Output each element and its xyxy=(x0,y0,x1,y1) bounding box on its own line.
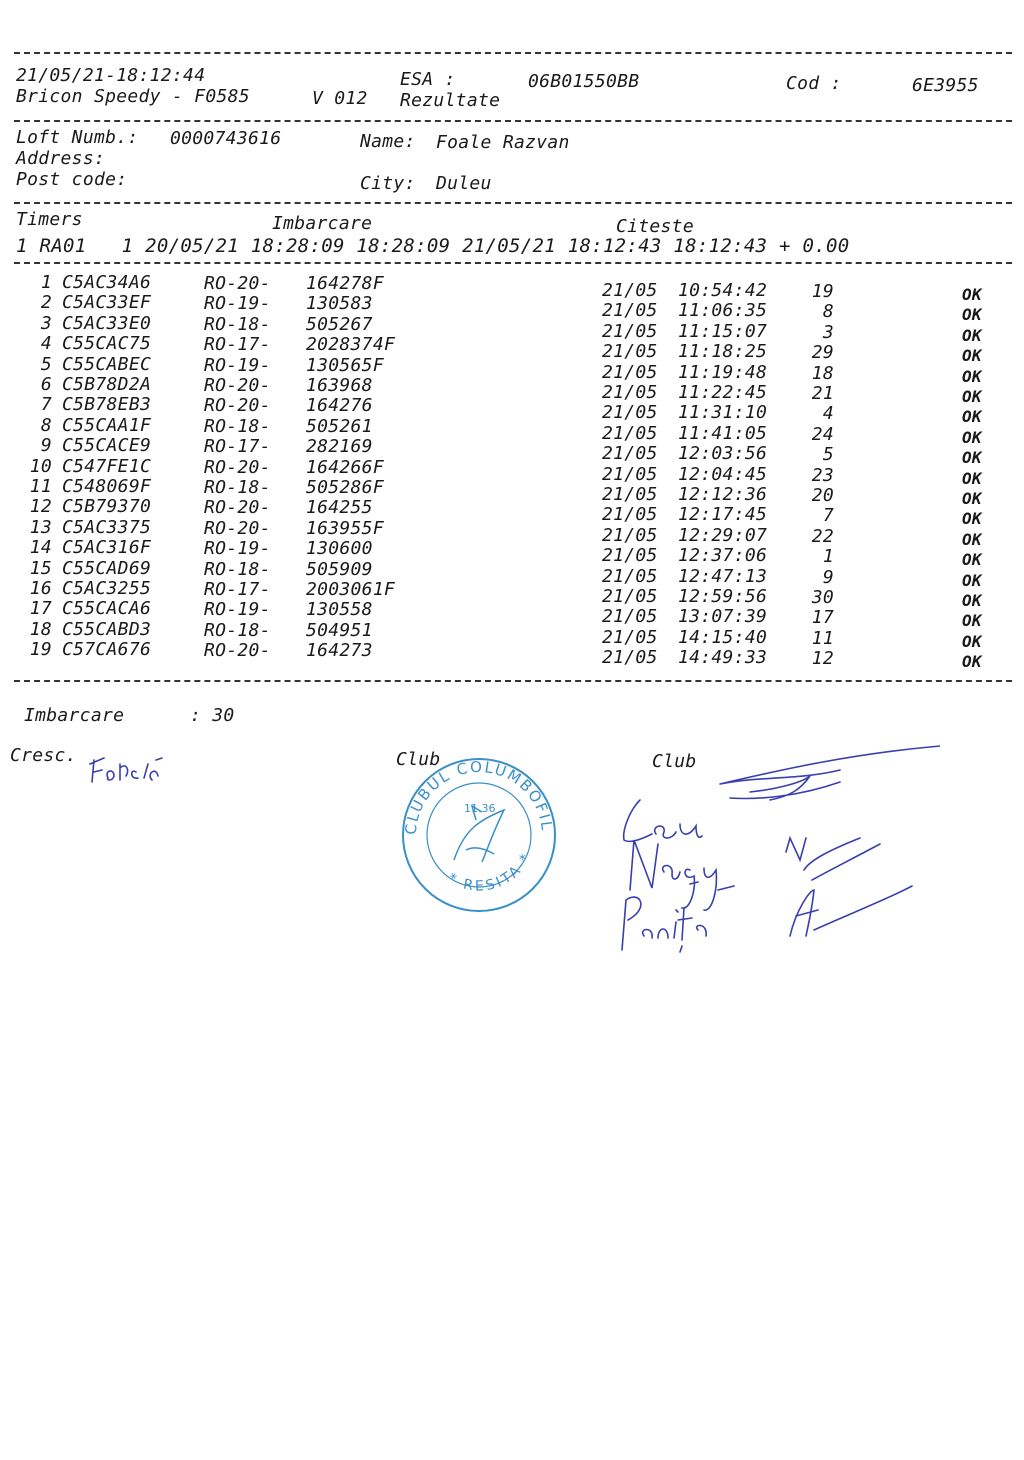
cell-status: OK xyxy=(962,427,982,447)
cell-pos: 12 xyxy=(811,648,834,670)
cell-time: 13:07:39 xyxy=(678,606,768,628)
cell-no: 5 xyxy=(40,353,52,375)
club-signatures xyxy=(600,740,940,960)
cell-status: OK xyxy=(962,407,982,427)
cell-no: 12 xyxy=(29,496,52,518)
cell-status: OK xyxy=(962,529,982,549)
cell-date: 21/05 xyxy=(602,422,658,444)
stamp-bottom-text: * RESITA * xyxy=(444,849,536,895)
cell-no: 10 xyxy=(29,455,52,477)
cell-chip: C5AC33EF xyxy=(62,292,152,314)
cell-ring: 505909 xyxy=(306,558,373,580)
cell-no: 18 xyxy=(29,618,52,640)
footer-imbarcare-label: Imbarcare xyxy=(24,705,125,726)
cell-time: 11:15:07 xyxy=(678,320,768,342)
cell-prefix: RO-19- xyxy=(204,538,271,560)
cell-date: 21/05 xyxy=(602,402,658,424)
cell-chip: C5B78EB3 xyxy=(62,394,152,416)
cell-time: 11:18:25 xyxy=(678,341,768,363)
cell-ring: 282169 xyxy=(306,436,373,458)
cell-ring: 505286F xyxy=(306,477,384,498)
cell-no: 16 xyxy=(29,578,52,599)
cell-status: OK xyxy=(962,448,982,468)
cell-no: 7 xyxy=(40,394,52,416)
timers-label: Timers xyxy=(16,209,83,230)
cell-pos: 22 xyxy=(811,525,834,547)
cell-date: 21/05 xyxy=(602,280,658,301)
cell-chip: C5AC33E0 xyxy=(62,312,152,334)
cell-chip: C55CAC75 xyxy=(62,333,152,355)
cell-pos: 1 xyxy=(822,546,834,568)
loft-name-value: Foale Razvan xyxy=(436,132,570,153)
cell-pos: 11 xyxy=(811,627,834,649)
separator-loft xyxy=(14,202,1012,204)
cell-date: 21/05 xyxy=(602,320,658,342)
cell-prefix: RO-19- xyxy=(204,293,271,315)
cell-chip: C55CACA6 xyxy=(62,598,152,620)
cell-prefix: RO-18- xyxy=(204,477,271,498)
cell-date: 21/05 xyxy=(602,463,658,485)
cell-date: 21/05 xyxy=(602,361,658,383)
club-stamp xyxy=(394,750,564,920)
cell-date: 21/05 xyxy=(602,565,658,587)
loft-number-label: Loft Numb.: xyxy=(16,127,139,148)
header-version: V 012 xyxy=(312,88,368,109)
cell-chip: C55CABEC xyxy=(62,353,152,375)
cell-chip: C547FE1C xyxy=(62,455,152,477)
cell-ring: 164266F xyxy=(306,456,384,478)
cell-pos: 4 xyxy=(822,403,834,425)
cell-time: 12:59:56 xyxy=(678,586,768,607)
loft-city-value: Duleu xyxy=(436,173,492,194)
cell-no: 4 xyxy=(40,333,52,355)
header-cod-value: 6E3955 xyxy=(912,75,979,96)
cell-ring: 130600 xyxy=(306,538,373,560)
cell-no: 15 xyxy=(29,557,52,579)
cell-prefix: RO-20- xyxy=(204,456,271,478)
cell-status: OK xyxy=(962,550,982,570)
cell-ring: 163968 xyxy=(306,375,373,396)
cell-time: 12:17:45 xyxy=(678,504,768,526)
cell-pos: 18 xyxy=(811,362,834,384)
cell-chip: C55CABD3 xyxy=(62,618,152,640)
loft-name-label: Name: xyxy=(360,131,416,152)
cell-no: 11 xyxy=(29,476,52,497)
separator-top xyxy=(14,52,1012,54)
cell-ring: 164255 xyxy=(306,497,373,519)
cell-chip: C55CAD69 xyxy=(62,557,152,579)
cell-date: 21/05 xyxy=(602,647,658,669)
cell-ring: 130558 xyxy=(306,599,373,621)
cell-time: 12:37:06 xyxy=(678,545,768,567)
cell-no: 14 xyxy=(29,537,52,559)
timers-citeste-label: Citeste xyxy=(616,216,694,237)
cell-prefix: RO-19- xyxy=(204,599,271,621)
cell-time: 12:47:13 xyxy=(678,565,768,587)
separator-header xyxy=(14,120,1012,122)
cell-chip: C55CACE9 xyxy=(62,435,152,457)
cell-time: 14:15:40 xyxy=(678,626,768,648)
cell-date: 21/05 xyxy=(602,300,658,322)
cell-date: 21/05 xyxy=(602,606,658,628)
cell-chip: C5AC316F xyxy=(62,537,152,559)
cell-status: OK xyxy=(962,570,982,590)
cell-prefix: RO-18- xyxy=(204,415,271,437)
cell-status: OK xyxy=(962,591,982,610)
cell-prefix: RO-20- xyxy=(204,273,271,294)
loft-number-value: 0000743616 xyxy=(170,128,282,149)
cell-prefix: RO-20- xyxy=(204,395,271,417)
footer-club-label-1: Club xyxy=(396,749,441,770)
cell-date: 21/05 xyxy=(602,382,658,403)
cell-no: 9 xyxy=(40,435,52,457)
cell-prefix: RO-20- xyxy=(204,640,271,662)
cell-status: OK xyxy=(962,366,982,386)
cell-status: OK xyxy=(962,305,982,325)
footer-club-label-2: Club xyxy=(652,751,697,772)
cresc-signature xyxy=(86,750,176,790)
cell-time: 10:54:42 xyxy=(678,280,768,301)
cell-time: 12:03:56 xyxy=(678,443,768,465)
timers-imbarcare-label: Imbarcare xyxy=(272,213,373,234)
cell-time: 11:22:45 xyxy=(678,382,768,403)
cell-status: OK xyxy=(962,346,982,366)
cell-date: 21/05 xyxy=(602,586,658,607)
cell-ring: 130583 xyxy=(306,293,373,315)
cell-pos: 30 xyxy=(811,587,834,608)
cell-ring: 505267 xyxy=(306,313,373,335)
cell-date: 21/05 xyxy=(602,504,658,526)
cell-date: 21/05 xyxy=(602,524,658,546)
cell-prefix: RO-17- xyxy=(204,334,271,356)
cell-no: 6 xyxy=(40,374,52,395)
cell-status: OK xyxy=(962,468,982,488)
cell-pos: 20 xyxy=(811,485,834,506)
cell-no: 8 xyxy=(40,414,52,436)
cell-time: 11:19:48 xyxy=(678,361,768,383)
cell-no: 19 xyxy=(29,639,52,661)
cell-prefix: RO-18- xyxy=(204,313,271,335)
header-device: Bricon Speedy - F0585 xyxy=(16,86,250,107)
header-esa-value: 06B01550BB xyxy=(528,71,640,92)
cell-pos: 19 xyxy=(811,281,834,302)
cell-chip: C57CA676 xyxy=(62,639,152,661)
cell-ring: 164273 xyxy=(306,640,373,662)
cell-pos: 17 xyxy=(811,607,834,629)
loft-address-label: Address: xyxy=(16,148,106,169)
stamp-top-text: CLUBUL COLUMBOFIL xyxy=(401,757,557,836)
cell-time: 11:31:10 xyxy=(678,402,768,424)
cell-prefix: RO-17- xyxy=(204,436,271,458)
cell-status: OK xyxy=(962,611,982,631)
cell-ring: 163955F xyxy=(306,517,384,539)
footer-imbarcare-value: : 30 xyxy=(190,705,235,726)
cell-time: 12:12:36 xyxy=(678,484,768,505)
cell-prefix: RO-18- xyxy=(204,619,271,641)
cell-no: 17 xyxy=(29,598,52,620)
cell-ring: 504951 xyxy=(306,619,373,641)
cell-status: OK xyxy=(962,509,982,529)
stamp-code: 11.36 xyxy=(464,802,496,815)
cell-date: 21/05 xyxy=(602,443,658,465)
cell-prefix: RO-18- xyxy=(204,558,271,580)
cell-prefix: RO-20- xyxy=(204,497,271,519)
cell-chip: C5B78D2A xyxy=(62,374,152,395)
cell-chip: C5AC3375 xyxy=(62,516,152,538)
cell-pos: 5 xyxy=(822,444,834,466)
cell-ring: 2003061F xyxy=(306,579,396,600)
cell-ring: 2028374F xyxy=(306,334,396,356)
cell-pos: 21 xyxy=(811,383,834,404)
cell-no: 13 xyxy=(29,516,52,538)
cell-status: OK xyxy=(962,489,982,508)
footer-cresc-label: Cresc. xyxy=(10,745,77,766)
loft-postcode-label: Post code: xyxy=(16,169,128,190)
cell-prefix: RO-17- xyxy=(204,579,271,600)
cell-chip: C55CAA1F xyxy=(62,414,152,436)
cell-time: 14:49:33 xyxy=(678,647,768,669)
cell-pos: 7 xyxy=(822,505,834,527)
cell-chip: C5AC3255 xyxy=(62,578,152,599)
cell-status: OK xyxy=(962,652,982,672)
timers-line: 1 RA01 1 20/05/21 18:28:09 18:28:09 21/05/21 18:12:43 18:12:43 + 0.00 xyxy=(16,235,850,257)
cell-chip: C548069F xyxy=(62,476,152,497)
header-datetime: 21/05/21-18:12:44 xyxy=(16,65,206,86)
cell-ring: 164278F xyxy=(306,273,384,294)
cell-date: 21/05 xyxy=(602,545,658,567)
cell-status: OK xyxy=(962,325,982,345)
cell-prefix: RO-19- xyxy=(204,354,271,376)
cell-time: 12:29:07 xyxy=(678,524,768,546)
cell-pos: 9 xyxy=(822,566,834,588)
separator-timers xyxy=(14,262,1012,264)
cell-ring: 164276 xyxy=(306,395,373,417)
cell-prefix: RO-20- xyxy=(204,517,271,539)
separator-results xyxy=(14,680,1012,682)
cell-date: 21/05 xyxy=(602,341,658,363)
cell-no: 1 xyxy=(40,272,52,293)
cell-no: 2 xyxy=(40,292,52,314)
cell-time: 11:41:05 xyxy=(678,422,768,444)
cell-status: OK xyxy=(962,285,982,304)
cell-pos: 29 xyxy=(811,342,834,364)
cell-chip: C5B79370 xyxy=(62,496,152,518)
cell-date: 21/05 xyxy=(602,626,658,648)
header-report-title: Rezultate xyxy=(400,90,501,111)
cell-chip: C5AC34A6 xyxy=(62,272,152,293)
cell-status: OK xyxy=(962,387,982,406)
cell-no: 3 xyxy=(40,312,52,334)
cell-status: OK xyxy=(962,631,982,651)
header-cod-label: Cod : xyxy=(786,73,842,94)
cell-pos: 8 xyxy=(822,301,834,323)
cell-ring: 130565F xyxy=(306,354,384,376)
cell-pos: 3 xyxy=(822,321,834,343)
cell-date: 21/05 xyxy=(602,484,658,505)
cell-time: 12:04:45 xyxy=(678,463,768,485)
cell-ring: 505261 xyxy=(306,415,373,437)
cell-time: 11:06:35 xyxy=(678,300,768,322)
cell-prefix: RO-20- xyxy=(204,375,271,396)
loft-city-label: City: xyxy=(360,173,416,194)
svg-text:* RESITA * xyxy=(445,849,535,894)
header-esa-label: ESA : xyxy=(400,69,456,90)
cell-pos: 23 xyxy=(811,464,834,486)
cell-pos: 24 xyxy=(811,423,834,445)
